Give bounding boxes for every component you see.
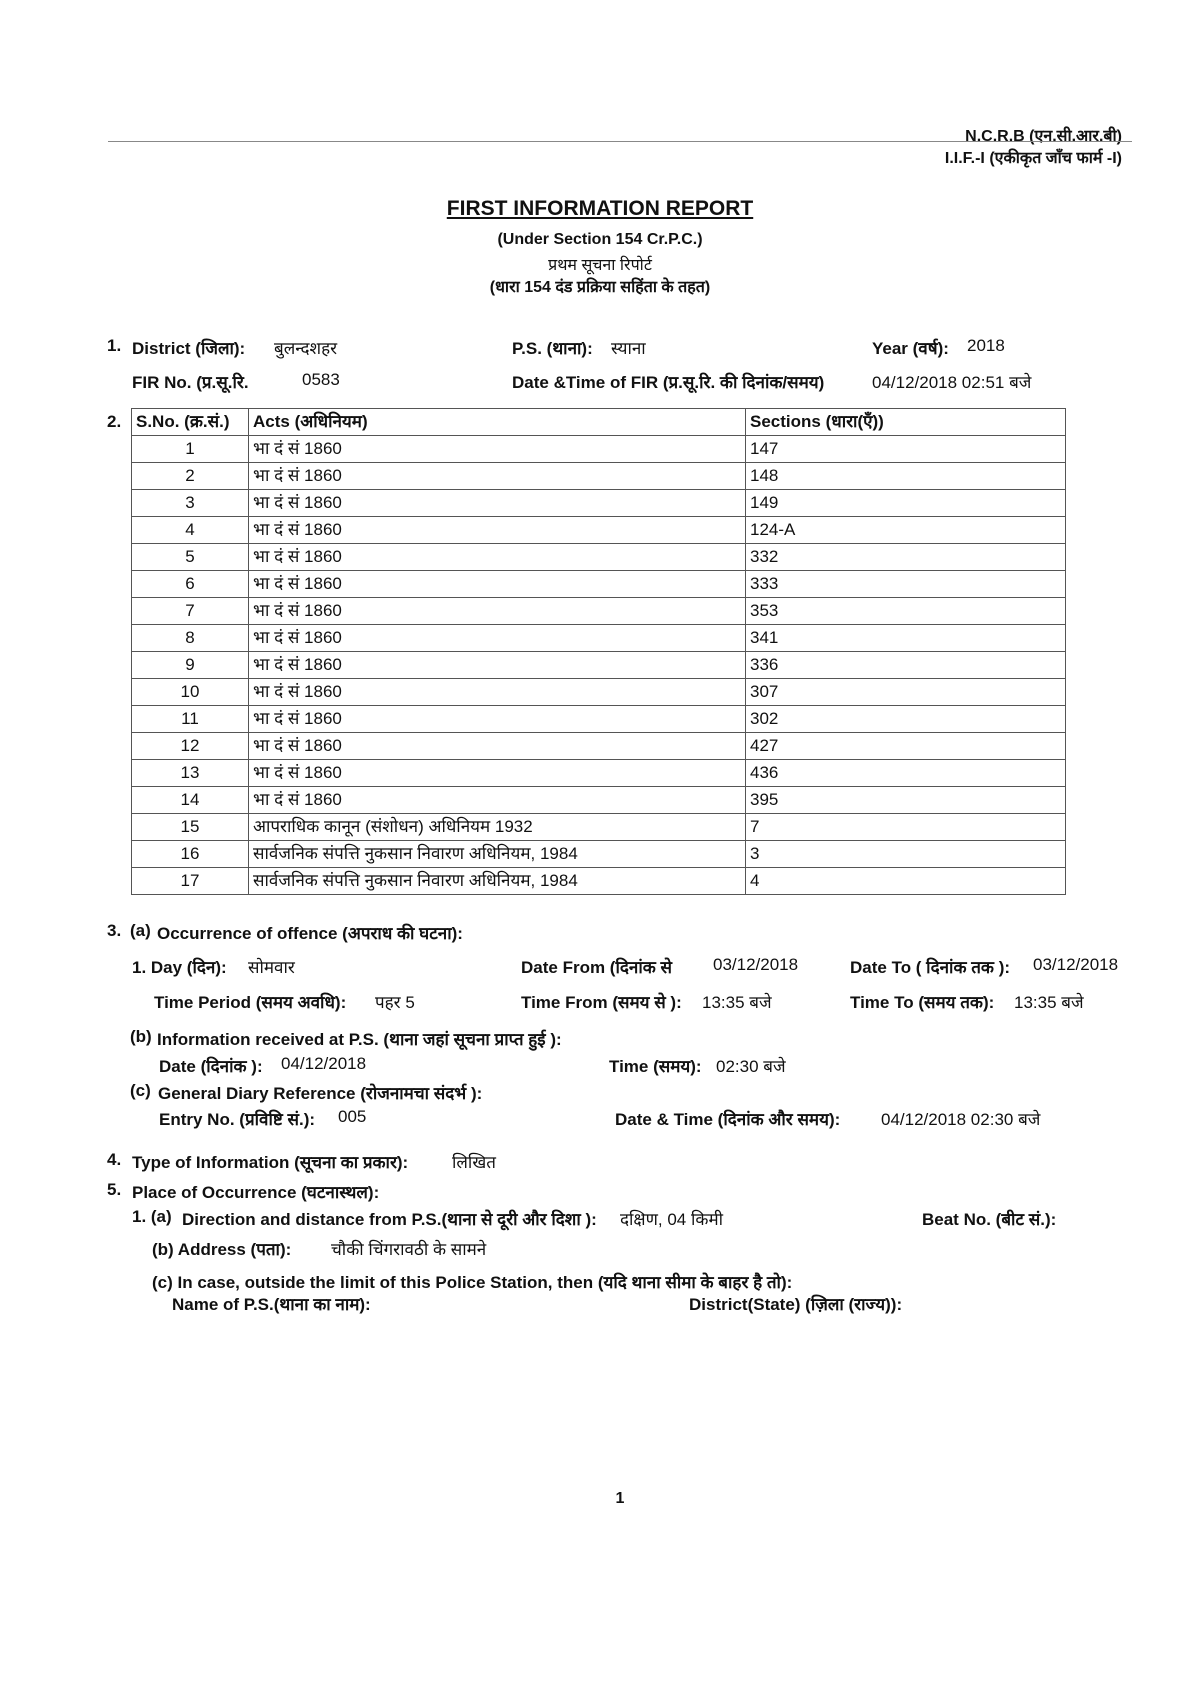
act-cell: भा दं सं 1860 bbox=[249, 625, 746, 652]
sno-cell: 10 bbox=[132, 679, 249, 706]
day-label: 1. Day (दिन): bbox=[132, 958, 227, 977]
section-cell: 427 bbox=[746, 733, 1066, 760]
table-row bbox=[132, 868, 1066, 895]
act-cell: भा दं सं 1860 bbox=[249, 463, 746, 490]
section-cell: 148 bbox=[746, 463, 1066, 490]
address-value: चौकी चिंगरावठी के सामने bbox=[331, 1240, 487, 1259]
time-period-label: Time Period (समय अवधि): bbox=[154, 993, 347, 1012]
entry-no-label: Entry No. (प्रविष्टि सं.): bbox=[159, 1110, 316, 1129]
act-cell: भा दं सं 1860 bbox=[249, 571, 746, 598]
date-to-label: Date To ( दिनांक तक ): bbox=[850, 958, 1011, 977]
sno-cell: 9 bbox=[132, 652, 249, 679]
header-divider bbox=[108, 141, 1132, 142]
gd-datetime-value: 04/12/2018 02:30 बजे bbox=[881, 1110, 1041, 1129]
act-cell: भा दं सं 1860 bbox=[249, 490, 746, 517]
act-cell: भा दं सं 1860 bbox=[249, 517, 746, 544]
info-date-value: 04/12/2018 bbox=[281, 1054, 367, 1073]
hindi-section: (धारा 154 दंड प्रक्रिया सहिंता के तहत) bbox=[489, 279, 711, 296]
report-title: FIRST INFORMATION REPORT bbox=[446, 197, 754, 220]
act-cell: भा दं सं 1860 bbox=[249, 436, 746, 463]
sno-cell: 16 bbox=[132, 841, 249, 868]
direction-value: दक्षिण, 04 किमी bbox=[620, 1210, 724, 1229]
time-from-value: 13:35 बजे bbox=[702, 993, 772, 1012]
section3-number: 3. bbox=[107, 921, 122, 940]
section-cell: 149 bbox=[746, 490, 1066, 517]
table-row bbox=[132, 544, 1066, 571]
under-section: (Under Section 154 Cr.P.C.) bbox=[497, 231, 703, 248]
sno-cell: 14 bbox=[132, 787, 249, 814]
act-cell: भा दं सं 1860 bbox=[249, 652, 746, 679]
sno-cell: 6 bbox=[132, 571, 249, 598]
section3a-label: (a) bbox=[130, 921, 151, 940]
item-1a-label: 1. (a) bbox=[132, 1207, 172, 1226]
year-value: 2018 bbox=[967, 336, 1005, 355]
fir-no-label: FIR No. (प्र.सू.रि. bbox=[132, 373, 249, 392]
direction-label: Direction and distance from P.S.(थाना से दूरी और दिशा ): bbox=[182, 1210, 597, 1229]
act-cell: भा दं सं 1860 bbox=[249, 787, 746, 814]
section-cell: 332 bbox=[746, 544, 1066, 571]
fir-datetime-label: Date &Time of FIR (प्र.सू.रि. की दिनांक/समय) bbox=[512, 373, 825, 392]
act-cell: भा दं सं 1860 bbox=[249, 679, 746, 706]
section-cell: 353 bbox=[746, 598, 1066, 625]
section3b-label: (b) bbox=[130, 1027, 152, 1046]
place-of-occurrence-label: Place of Occurrence (घटनास्थल): bbox=[132, 1183, 380, 1202]
sno-cell: 13 bbox=[132, 760, 249, 787]
info-time-value: 02:30 बजे bbox=[716, 1057, 786, 1076]
table-row bbox=[132, 571, 1066, 598]
table-row bbox=[132, 814, 1066, 841]
info-date-label: Date (दिनांक ): bbox=[159, 1057, 263, 1076]
sno-cell: 5 bbox=[132, 544, 249, 571]
act-cell: सार्वजनिक संपत्ति नुकसान निवारण अधिनियम, 1984 bbox=[249, 868, 746, 895]
section-cell: 336 bbox=[746, 652, 1066, 679]
address-label: (b) Address (पता): bbox=[152, 1240, 292, 1259]
district-label: District (जिला): bbox=[132, 339, 246, 358]
table-header-row bbox=[132, 409, 1066, 436]
iif-header: I.I.F.-I (एकीकृत जाँच फार्म -I) bbox=[944, 150, 1122, 167]
fir-datetime-value: 04/12/2018 02:51 बजे bbox=[872, 373, 1032, 392]
occurrence-label: Occurrence of offence (अपराध की घटना): bbox=[157, 924, 463, 943]
time-to-label: Time To (समय तक): bbox=[850, 993, 995, 1012]
section-cell: 124-A bbox=[746, 517, 1066, 544]
section-cell: 436 bbox=[746, 760, 1066, 787]
col-acts-header: Acts (अधिनियम) bbox=[249, 409, 746, 436]
act-cell: भा दं सं 1860 bbox=[249, 706, 746, 733]
table-row bbox=[132, 436, 1066, 463]
act-cell: सार्वजनिक संपत्ति नुकसान निवारण अधिनियम, 1984 bbox=[249, 841, 746, 868]
act-cell: भा दं सं 1860 bbox=[249, 760, 746, 787]
section-cell: 333 bbox=[746, 571, 1066, 598]
sno-cell: 11 bbox=[132, 706, 249, 733]
table-row bbox=[132, 841, 1066, 868]
date-from-label: Date From (दिनांक से bbox=[521, 958, 672, 977]
act-cell: भा दं सं 1860 bbox=[249, 598, 746, 625]
info-type-value: लिखित bbox=[452, 1153, 496, 1172]
section-cell: 3 bbox=[746, 841, 1066, 868]
sno-cell: 1 bbox=[132, 436, 249, 463]
date-from-value: 03/12/2018 bbox=[713, 955, 799, 974]
table-row bbox=[132, 490, 1066, 517]
day-value: सोमवार bbox=[248, 958, 295, 977]
table-row bbox=[132, 625, 1066, 652]
table-row bbox=[132, 463, 1066, 490]
district-value: बुलन्दशहर bbox=[274, 339, 338, 358]
info-type-label: Type of Information (सूचना का प्रकार): bbox=[132, 1153, 409, 1172]
sno-cell: 12 bbox=[132, 733, 249, 760]
ps-label: P.S. (थाना): bbox=[512, 339, 593, 358]
fir-no-value: 0583 bbox=[302, 370, 340, 389]
section-cell: 4 bbox=[746, 868, 1066, 895]
district-state-label: District(State) (ज़िला (राज्य)): bbox=[689, 1295, 903, 1314]
section-cell: 341 bbox=[746, 625, 1066, 652]
section3c-label: (c) bbox=[130, 1081, 151, 1100]
outside-limit-label: (c) In case, outside the limit of this Police Station, then (यदि थाना सीमा के बाहर है तो): bbox=[152, 1273, 793, 1292]
table-row bbox=[132, 760, 1066, 787]
date-to-value: 03/12/2018 bbox=[1033, 955, 1119, 974]
beat-no-label: Beat No. (बीट सं.): bbox=[922, 1210, 1057, 1229]
table-row bbox=[132, 733, 1066, 760]
table-row bbox=[132, 598, 1066, 625]
acts-sections-table bbox=[131, 408, 1066, 895]
sno-cell: 15 bbox=[132, 814, 249, 841]
acts-table-body bbox=[132, 436, 1066, 895]
act-cell: आपराधिक कानून (संशोधन) अधिनियम 1932 bbox=[249, 814, 746, 841]
ncrb-header: N.C.R.B (एन.सी.आर.बी) bbox=[965, 128, 1122, 145]
section-cell: 7 bbox=[746, 814, 1066, 841]
page-number: 1 bbox=[615, 1490, 625, 1507]
gd-datetime-label: Date & Time (दिनांक और समय): bbox=[615, 1110, 841, 1129]
col-sno-header: S.No. (क्र.सं.) bbox=[132, 409, 249, 436]
info-time-label: Time (समय): bbox=[609, 1057, 702, 1076]
hindi-title: प्रथम सूचना रिपोर्ट bbox=[548, 257, 652, 274]
section1-number: 1. bbox=[107, 336, 122, 355]
table-row bbox=[132, 679, 1066, 706]
gd-reference-label: General Diary Reference (रोजनामचा संदर्भ ): bbox=[158, 1084, 483, 1103]
sno-cell: 2 bbox=[132, 463, 249, 490]
entry-no-value: 005 bbox=[338, 1107, 367, 1126]
act-cell: भा दं सं 1860 bbox=[249, 544, 746, 571]
section2-number: 2. bbox=[107, 412, 122, 431]
col-sections-header: Sections (धारा(एँ)) bbox=[746, 409, 1066, 436]
sno-cell: 7 bbox=[132, 598, 249, 625]
sno-cell: 17 bbox=[132, 868, 249, 895]
sno-cell: 4 bbox=[132, 517, 249, 544]
time-from-label: Time From (समय से ): bbox=[521, 993, 682, 1012]
sno-cell: 3 bbox=[132, 490, 249, 517]
time-to-value: 13:35 बजे bbox=[1014, 993, 1084, 1012]
section-cell: 147 bbox=[746, 436, 1066, 463]
table-row bbox=[132, 706, 1066, 733]
sno-cell: 8 bbox=[132, 625, 249, 652]
section-cell: 302 bbox=[746, 706, 1066, 733]
time-period-value: पहर 5 bbox=[375, 993, 415, 1012]
section4-number: 4. bbox=[107, 1150, 122, 1169]
ps-value: स्याना bbox=[611, 339, 646, 358]
table-row bbox=[132, 652, 1066, 679]
section-cell: 307 bbox=[746, 679, 1066, 706]
section-cell: 395 bbox=[746, 787, 1066, 814]
info-received-label: Information received at P.S. (थाना जहां सूचना प्राप्त हुई ): bbox=[157, 1030, 562, 1049]
table-row bbox=[132, 787, 1066, 814]
table-row bbox=[132, 517, 1066, 544]
act-cell: भा दं सं 1860 bbox=[249, 733, 746, 760]
ps-name-label: Name of P.S.(थाना का नाम): bbox=[172, 1295, 371, 1314]
section5-number: 5. bbox=[107, 1180, 122, 1199]
year-label: Year (वर्ष): bbox=[872, 339, 949, 358]
